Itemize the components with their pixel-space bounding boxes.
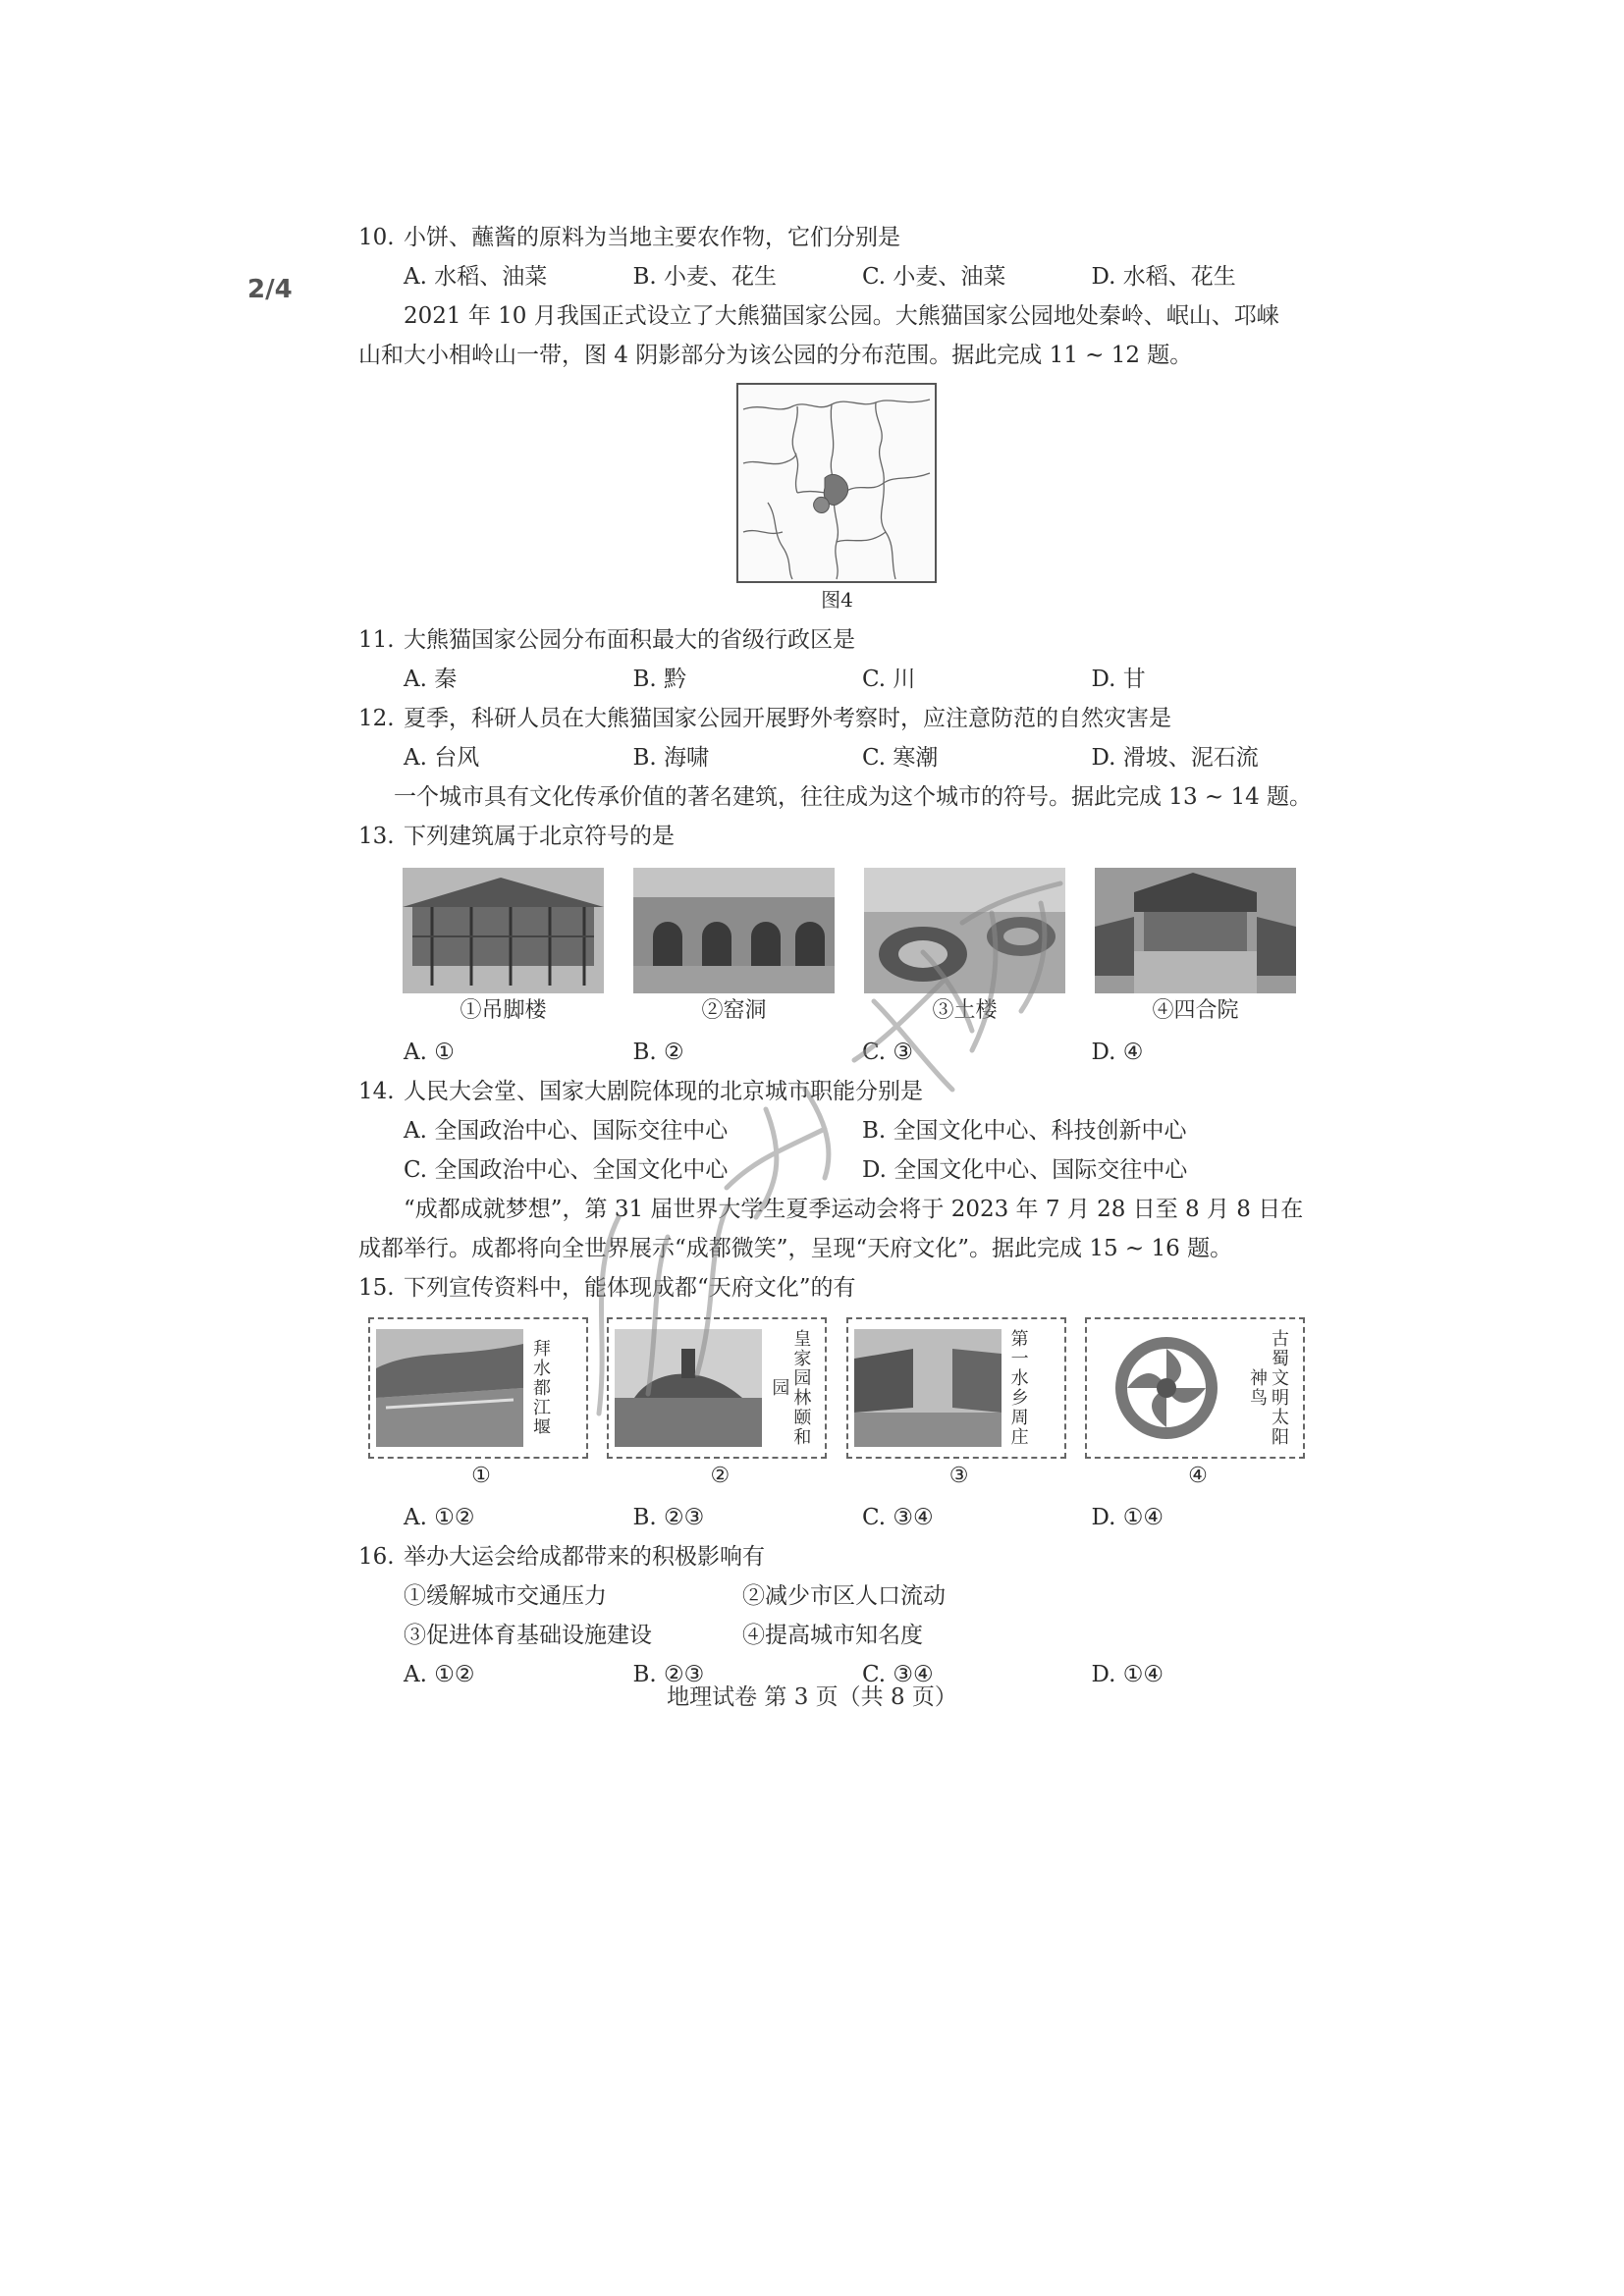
statement-item: ③促进体育基础设施建设 <box>404 1623 652 1648</box>
page-footer: 地理试卷 第 3 页（共 8 页） <box>667 1684 957 1710</box>
question-number: 12. <box>358 706 395 731</box>
intro-15-16-line1: “成都成就梦想”，第 31 届世界大学生夏季运动会将于 2023 年 7 月 28 日至 8 月 8 日在 <box>404 1197 1304 1222</box>
intro-11-12-line2: 山和大小相岭山一带，图 4 阴影部分为该公园的分布范围。据此完成 11 ~ 12 题。 <box>358 343 1193 368</box>
question-text: 夏季，科研人员在大熊猫国家公园开展野外考察时，应注意防范的自然灾害是 <box>404 706 1171 731</box>
tulou-photo <box>864 868 1065 993</box>
question-number: 15. <box>358 1275 395 1301</box>
question-11-options <box>358 660 1321 699</box>
question-15-stem <box>358 1268 1321 1308</box>
promo-text: 第一水乡周庄 <box>1007 1329 1029 1447</box>
promo-text: 拜水都江堰 <box>530 1339 551 1437</box>
option-c: C. 寒潮 <box>862 745 939 771</box>
photo-label: ④四合院 <box>1152 998 1239 1023</box>
option-b: B. 海啸 <box>632 745 710 771</box>
page-side-label: 2/4 <box>247 275 293 304</box>
promo-card <box>1085 1317 1305 1459</box>
promo-text: 皇家园林颐和园 <box>769 1329 812 1447</box>
siheyuan-photo <box>1095 868 1296 993</box>
question-text: 小饼、蘸酱的原料为当地主要农作物，它们分别是 <box>404 225 900 250</box>
option-b: B. 黔 <box>632 667 687 692</box>
option-c: C. 小麦、油菜 <box>862 264 1006 290</box>
promo-label: ④ <box>1188 1464 1208 1488</box>
option-b: B. ②③ <box>632 1662 705 1687</box>
photo-label: ③土楼 <box>932 998 998 1023</box>
question-13-options <box>358 1033 1321 1072</box>
option-a: A. 秦 <box>404 667 458 692</box>
building-photos <box>388 868 1321 1029</box>
promo-text: 古蜀文明太阳神鸟 <box>1246 1329 1289 1447</box>
dujiangyan-photo <box>376 1329 523 1447</box>
promo-zhouzhuang <box>846 1317 1072 1494</box>
map-boundaries <box>738 385 935 581</box>
question-16-items-row2 <box>358 1616 1321 1655</box>
stilt-house-photo <box>403 868 604 993</box>
statement-item: ②减少市区人口流动 <box>742 1583 946 1609</box>
question-14-options-row2 <box>358 1150 1321 1190</box>
option-c: C. ③ <box>862 1040 914 1065</box>
promo-materials <box>368 1317 1311 1494</box>
option-c: C. ③④ <box>862 1662 934 1687</box>
option-b: B. 全国文化中心、科技创新中心 <box>862 1118 1187 1144</box>
option-d: D. 全国文化中心、国际交往中心 <box>862 1157 1188 1183</box>
question-text: 大熊猫国家公园分布面积最大的省级行政区是 <box>404 627 855 653</box>
question-number: 14. <box>358 1079 395 1104</box>
promo-sun-bird <box>1085 1317 1311 1494</box>
question-10-options <box>358 257 1321 296</box>
promo-summer-palace <box>607 1317 833 1494</box>
intro-13-14-line1: 一个城市具有文化传承价值的著名建筑，往往成为这个城市的符号。据此完成 13 ~ 14 题。 <box>394 784 1313 810</box>
photo-label: ②窑洞 <box>701 998 767 1023</box>
question-number: 16. <box>358 1544 395 1570</box>
question-12-options <box>358 738 1321 777</box>
question-13-stem <box>358 817 1321 856</box>
option-a: A. ① <box>404 1040 455 1065</box>
option-a: A. ①② <box>404 1662 475 1687</box>
question-12-stem <box>358 699 1321 738</box>
question-number: 11. <box>358 627 395 653</box>
option-c: C. 全国政治中心、全国文化中心 <box>404 1157 729 1183</box>
option-a: A. 台风 <box>404 745 480 771</box>
option-d: D. ④ <box>1091 1040 1144 1065</box>
photo-siheyuan <box>1080 868 1311 1029</box>
option-d: D. ①④ <box>1091 1505 1164 1530</box>
question-10-stem <box>358 218 1321 257</box>
question-14-stem <box>358 1072 1321 1111</box>
zhouzhuang-photo <box>854 1329 1001 1447</box>
option-a: A. ①② <box>404 1505 475 1530</box>
option-c: C. ③④ <box>862 1505 934 1530</box>
question-text: 人民大会堂、国家大剧院体现的北京城市职能分别是 <box>404 1079 923 1104</box>
statement-item: ④提高城市知名度 <box>742 1623 923 1648</box>
question-text: 下列建筑属于北京符号的是 <box>404 824 675 849</box>
promo-label: ② <box>710 1464 731 1488</box>
question-11-stem <box>358 620 1321 660</box>
intro-15-16-line2: 成都举行。成都将向全世界展示“成都微笑”，呈现“天府文化”。据此完成 15 ~ 16 题。 <box>358 1236 1233 1261</box>
question-16-items-row1 <box>358 1576 1321 1616</box>
option-c: C. 川 <box>862 667 916 692</box>
sun-bird-emblem <box>1093 1329 1240 1447</box>
question-14-options-row1 <box>358 1111 1321 1150</box>
intro-11-12-line1: 2021 年 10 月我国正式设立了大熊猫国家公园。大熊猫国家公园地处秦岭、岷山、邛崃 <box>404 303 1279 329</box>
photo-stilt-house <box>388 868 619 1029</box>
option-a: A. 全国政治中心、国际交往中心 <box>404 1118 729 1144</box>
panda-park-map <box>736 383 937 583</box>
figure-4 <box>736 383 938 614</box>
summer-palace-photo <box>615 1329 762 1447</box>
option-b: B. 小麦、花生 <box>632 264 778 290</box>
option-a: A. 水稻、油菜 <box>404 264 548 290</box>
promo-label: ① <box>471 1464 491 1488</box>
figure-caption: 图4 <box>821 588 853 612</box>
photo-label: ①吊脚楼 <box>460 998 547 1023</box>
option-b: B. ②③ <box>632 1505 705 1530</box>
exam-content <box>358 218 1321 1694</box>
question-15-options <box>358 1498 1321 1537</box>
question-number: 13. <box>358 824 395 849</box>
option-d: D. 甘 <box>1091 667 1146 692</box>
statement-item: ①缓解城市交通压力 <box>404 1583 607 1609</box>
promo-card <box>607 1317 827 1459</box>
option-d: D. ①④ <box>1091 1662 1164 1687</box>
photo-tulou <box>849 868 1080 1029</box>
option-b: B. ② <box>632 1040 684 1065</box>
question-text: 下列宣传资料中，能体现成都“天府文化”的有 <box>404 1275 856 1301</box>
cave-dwelling-photo <box>633 868 835 993</box>
promo-dujiangyan <box>368 1317 594 1494</box>
photo-cave-dwelling <box>619 868 849 1029</box>
question-16-stem <box>358 1537 1321 1576</box>
option-d: D. 滑坡、泥石流 <box>1091 745 1259 771</box>
question-text: 举办大运会给成都带来的积极影响有 <box>404 1544 765 1570</box>
promo-card <box>846 1317 1066 1459</box>
option-d: D. 水稻、花生 <box>1091 264 1236 290</box>
question-number: 10. <box>358 225 395 250</box>
promo-card <box>368 1317 588 1459</box>
promo-label: ③ <box>948 1464 969 1488</box>
